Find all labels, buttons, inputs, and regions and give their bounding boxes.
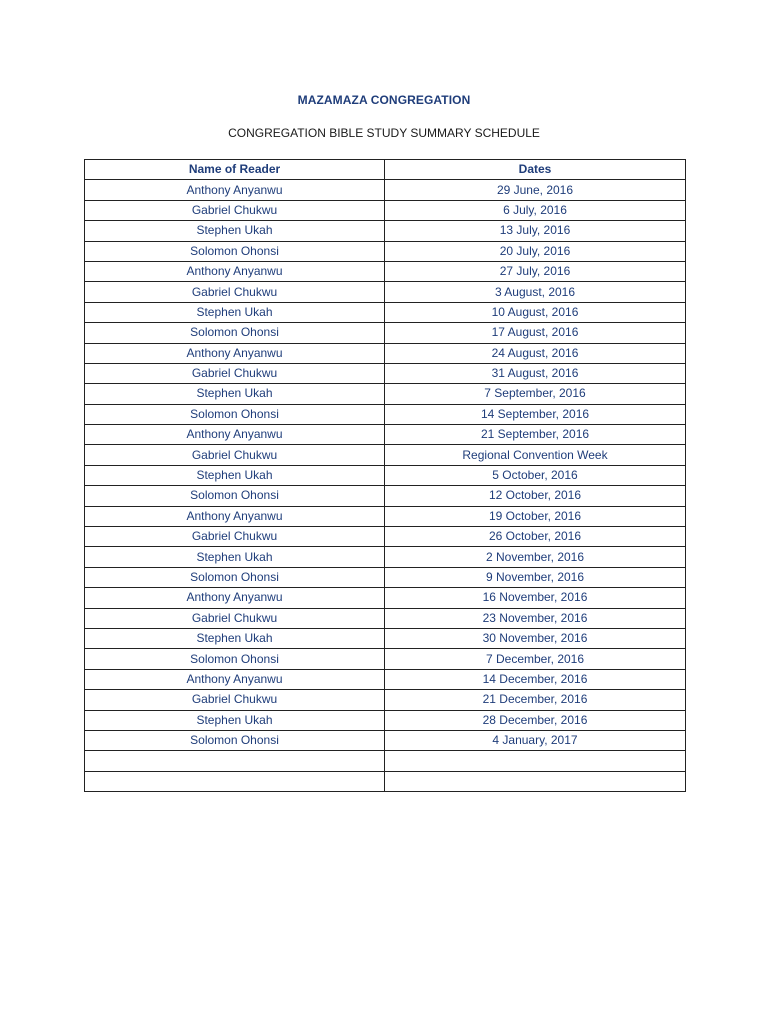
- table-row: [85, 608, 686, 628]
- table-row: [85, 363, 686, 383]
- reader-name-cell: Solomon Ohonsi: [85, 323, 385, 343]
- date-cell: 19 October, 2016: [385, 506, 686, 526]
- date-cell: 9 November, 2016: [385, 567, 686, 587]
- reader-name-cell: Anthony Anyanwu: [85, 343, 385, 363]
- date-cell: 6 July, 2016: [385, 200, 686, 220]
- table-row: [85, 730, 686, 750]
- reader-name-cell: Gabriel Chukwu: [85, 527, 385, 547]
- reader-name-cell: Anthony Anyanwu: [85, 425, 385, 445]
- reader-name-cell: Gabriel Chukwu: [85, 200, 385, 220]
- table-row: [85, 771, 686, 791]
- reader-name-cell: Stephen Ukah: [85, 547, 385, 567]
- date-cell: 24 August, 2016: [385, 343, 686, 363]
- date-cell: 2 November, 2016: [385, 547, 686, 567]
- table-row: [85, 241, 686, 261]
- reader-name-cell: Anthony Anyanwu: [85, 180, 385, 200]
- reader-name-cell: Anthony Anyanwu: [85, 669, 385, 689]
- date-cell: [385, 771, 686, 791]
- table-row: [85, 628, 686, 648]
- reader-name-cell: [85, 751, 385, 771]
- date-cell: 16 November, 2016: [385, 588, 686, 608]
- page-subtitle: CONGREGATION BIBLE STUDY SUMMARY SCHEDULE: [228, 126, 540, 140]
- table-header: [85, 160, 686, 180]
- table-row: [85, 527, 686, 547]
- reader-name-cell: Anthony Anyanwu: [85, 588, 385, 608]
- schedule-table: [84, 159, 686, 792]
- reader-name-cell: Gabriel Chukwu: [85, 282, 385, 302]
- table-row: [85, 200, 686, 220]
- reader-name-cell: Gabriel Chukwu: [85, 608, 385, 628]
- table-row: [85, 588, 686, 608]
- table-row: [85, 486, 686, 506]
- column-header-name-of-reader: Name of Reader: [85, 160, 385, 180]
- date-cell: 30 November, 2016: [385, 628, 686, 648]
- date-cell: 14 December, 2016: [385, 669, 686, 689]
- table-body: [85, 180, 686, 792]
- header-row: [85, 160, 686, 180]
- reader-name-cell: Anthony Anyanwu: [85, 506, 385, 526]
- reader-name-cell: Solomon Ohonsi: [85, 649, 385, 669]
- date-cell: 5 October, 2016: [385, 465, 686, 485]
- reader-name-cell: Solomon Ohonsi: [85, 241, 385, 261]
- table-row: [85, 669, 686, 689]
- table-row: [85, 302, 686, 322]
- table-row: [85, 323, 686, 343]
- table-row: [85, 282, 686, 302]
- table-row: [85, 506, 686, 526]
- table-row: [85, 404, 686, 424]
- table-row: [85, 221, 686, 241]
- date-cell: 14 September, 2016: [385, 404, 686, 424]
- date-cell: [385, 751, 686, 771]
- table-row: [85, 343, 686, 363]
- table-row: [85, 567, 686, 587]
- reader-name-cell: Stephen Ukah: [85, 465, 385, 485]
- date-cell: Regional Convention Week: [385, 445, 686, 465]
- table-row: [85, 690, 686, 710]
- date-cell: 27 July, 2016: [385, 261, 686, 281]
- reader-name-cell: Stephen Ukah: [85, 710, 385, 730]
- reader-name-cell: Anthony Anyanwu: [85, 261, 385, 281]
- table-row: [85, 547, 686, 567]
- date-cell: 7 September, 2016: [385, 384, 686, 404]
- reader-name-cell: [85, 771, 385, 791]
- table-row: [85, 710, 686, 730]
- column-header-dates: Dates: [385, 160, 686, 180]
- date-cell: 26 October, 2016: [385, 527, 686, 547]
- reader-name-cell: Gabriel Chukwu: [85, 363, 385, 383]
- date-cell: 21 December, 2016: [385, 690, 686, 710]
- date-cell: 28 December, 2016: [385, 710, 686, 730]
- table-row: [85, 649, 686, 669]
- date-cell: 4 January, 2017: [385, 730, 686, 750]
- date-cell: 3 August, 2016: [385, 282, 686, 302]
- page-title: MAZAMAZA CONGREGATION: [297, 93, 471, 107]
- reader-name-cell: Stephen Ukah: [85, 628, 385, 648]
- date-cell: 10 August, 2016: [385, 302, 686, 322]
- table-row: [85, 751, 686, 771]
- reader-name-cell: Gabriel Chukwu: [85, 690, 385, 710]
- table-row: [85, 384, 686, 404]
- reader-name-cell: Stephen Ukah: [85, 221, 385, 241]
- table-row: [85, 425, 686, 445]
- date-cell: 29 June, 2016: [385, 180, 686, 200]
- date-cell: 20 July, 2016: [385, 241, 686, 261]
- reader-name-cell: Solomon Ohonsi: [85, 730, 385, 750]
- reader-name-cell: Solomon Ohonsi: [85, 486, 385, 506]
- date-cell: 17 August, 2016: [385, 323, 686, 343]
- date-cell: 12 October, 2016: [385, 486, 686, 506]
- reader-name-cell: Solomon Ohonsi: [85, 567, 385, 587]
- table-row: [85, 465, 686, 485]
- reader-name-cell: Stephen Ukah: [85, 384, 385, 404]
- date-cell: 21 September, 2016: [385, 425, 686, 445]
- reader-name-cell: Stephen Ukah: [85, 302, 385, 322]
- date-cell: 31 August, 2016: [385, 363, 686, 383]
- table-row: [85, 261, 686, 281]
- table-row: [85, 180, 686, 200]
- reader-name-cell: Gabriel Chukwu: [85, 445, 385, 465]
- date-cell: 7 December, 2016: [385, 649, 686, 669]
- reader-name-cell: Solomon Ohonsi: [85, 404, 385, 424]
- table-row: [85, 445, 686, 465]
- date-cell: 13 July, 2016: [385, 221, 686, 241]
- date-cell: 23 November, 2016: [385, 608, 686, 628]
